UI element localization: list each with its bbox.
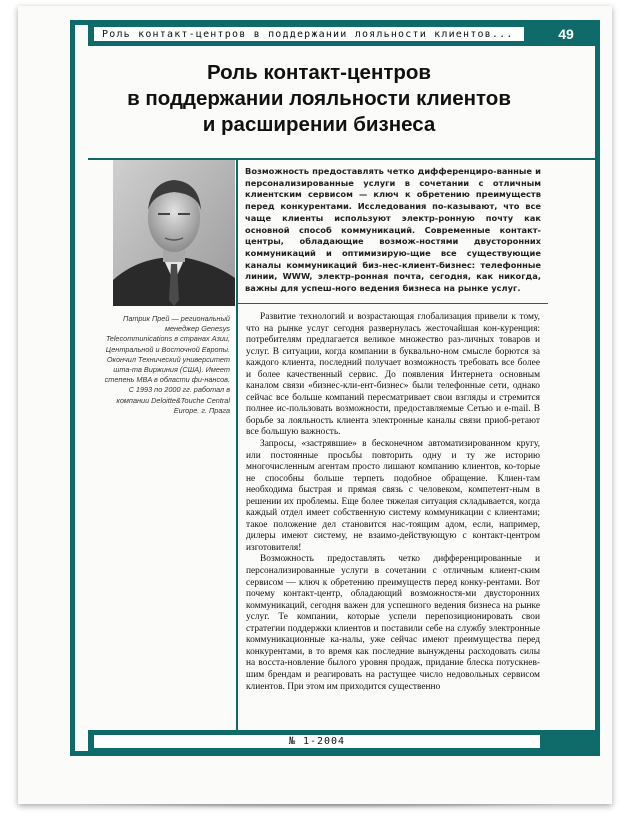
body-paragraph: Развитие технологий и возрастающая глобализация привели к тому, что на рынке услуг сегодня развернулась жесточайшая кон-куренция: потребителям предлагается великое множество раз-личных товаров и услуг. В ситуации, когда компании в буквально-ном смысле борются за каждого клиента, последний получает возможность требовать все более и более качественный сервис. До появления Интернета основным каналом связи «бизнес-кли-ент-бизнес» были телефонные сети, однако сейчас все больше компаний пересматривает свои взгляды и стремится полнее ис-пользовать возможности, предоставляемые Сетью и e-mail. В борьбе за лояльность клиента электронные каналы связи приоб-ретают все большую важность. (246, 312, 540, 438)
author-bio: Патрик Прей — региональный менеджер Genesys Telecommunications в странах Азии, Центральной и Восточной Европы. Окончил Технический университет шта-та Виржиния (США). Имеет степень MBA в области фи-нансов. С 1993 по 2000 гг. работал в компании Deloitte&Touche Central Europe. г. Прага (104, 314, 230, 415)
page-number: 49 (558, 26, 574, 42)
title-line: и расширении бизнеса (202, 113, 436, 136)
article-body (246, 312, 540, 693)
body-paragraph: Запросы, «застрявшие» в бесконечном автоматизированном кругу, или постоянные просьбы повторить одну и ту же историю многочисленным агентам просто лишают компанию клиентов, ко-торые не способны больше терпеть подобное обращение. Клиен-там необходима быстрая и прямая связь с человеком, компетент-ным в решении их проблемы. Еще более тяжелая ситуация складывается, когда каждый отдел имеет собственную систему коммуникации с клиентами; такое положение дел становится нас-тоящим адом, если, например, дилеры имеют систему, не взаимо-действующую с контакт-центром изготовителя! (246, 439, 540, 553)
body-paragraph: Возможность предоставлять четко дифференцированные и персонализированные услуги в сочетании с отличным клиент-ским сервисом — ключ к обретению преимуществ перед конку-рентами. Вот почему контакт-центр, обладающий возможностя-ми двусторонних коммуникаций, сегодня важен для успешного ведения бизнеса на рынке услуг. Те компании, которые успели перепозиционировать свои стратегии поддержки клиентов и поставили себе на службу электронные коммуникационные ка-налы, уже сейчас имеют преимущества перед конкурентами, в то время как последние вынуждены расходовать силы на восста-новление былого уровня продаж, придание блеска потускнев-шим брендам и реагировать на растущее число недовольных сервисом клиентов. При этом им приходится существенно (246, 554, 540, 692)
issue-number: № 1-2004 (93, 734, 541, 749)
column-divider (236, 160, 238, 730)
title-line: Роль контакт-центров (206, 61, 432, 84)
article-title (94, 60, 544, 138)
running-title: Роль контакт-центров в поддержании лояльности клиентов... (93, 26, 525, 42)
author-photo (113, 160, 235, 306)
title-line: в поддержании лояльности клиентов (127, 87, 511, 110)
lead-divider (238, 303, 548, 304)
lead-paragraph: Возможность предоставлять четко дифференциро-ванные и персонализированные услуги в сочетании с отличным клиентским сервисом — ключ к обретению преимуществ перед конкурентами. Исследования по-казывают, что все чаще клиенты используют электр-ронную почту как основной способ коммуникаций. Современные контакт-центры, обладающие возмож-ностями двусторонних коммуникаций и оптимизирую-щие все существующие каналы коммуникаций биз-нес-клиент-бизнес: телефонные линии, WWW, электр-ронная почта, сегодня, как никогда, важны для успеш-ного ведения бизнеса на рынке услуг. (245, 166, 541, 294)
